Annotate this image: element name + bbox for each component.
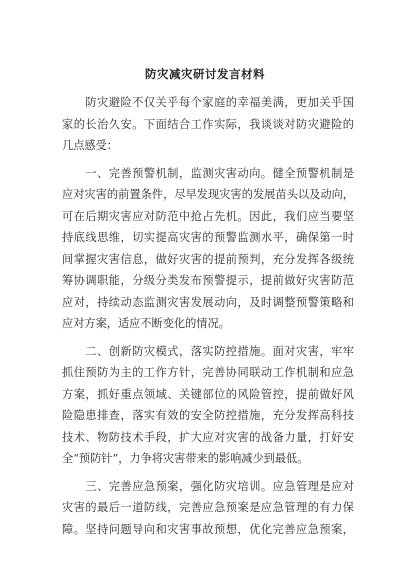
document-title: 防灾减灾研讨发言材料: [145, 67, 265, 81]
paragraph-section-2: [62, 341, 354, 470]
text-line: 筹协调职能，分级分类发布预警提示，提前做好灾害防范: [62, 274, 354, 287]
document-body: [62, 92, 354, 546]
text-line: 家的长治久安。下面结合工作实际，我谈谈对防灾避险的: [62, 117, 354, 131]
text-line: 全“预防针”，力争将灾害带来的影响减少到最低。: [62, 452, 309, 465]
text-line: 抓住预防为主的工作方针，完善协同联动工作机制和应急: [62, 366, 354, 379]
text-line: 方案，抓好重点领域、关键部位的风险管控，提前做好风: [62, 387, 354, 401]
text-line: 一、完善预警机制，监测灾害动向。健全预警机制是: [62, 166, 354, 180]
text-line: 灾害的最后一道防线，完善应急预案是应急管理的有力保: [62, 501, 354, 514]
text-line: 三、完善应急预案，强化防灾培训。应急管理是应对: [62, 479, 354, 493]
text-line: 应对方案，适应不断变化的情况。: [62, 317, 230, 330]
text-line: 间掌握灾害信息，做好灾害的提前预判，充分发挥各级统: [62, 252, 354, 266]
text-line: 持底线思维，切实提高灾害的预警监测水平，确保第一时: [62, 231, 354, 244]
text-line: 防灾避险不仅关乎每个家庭的幸福美满，更加关乎国: [62, 96, 354, 109]
text-line: 几点感受：: [62, 139, 118, 152]
text-line: 应对，持续动态监测灾害发展动向，及时调整预警策略和: [62, 295, 354, 309]
text-line: 二、创新防灾模式，落实防控措施。面对灾害，牢牢: [62, 344, 354, 358]
paragraph-section-3: [62, 476, 354, 541]
text-line: 障。坚持问题导向和灾害事故预想，优化完善应急预案，: [62, 522, 354, 536]
paragraph-intro: [62, 92, 354, 157]
paragraph-section-1: [62, 163, 354, 335]
text-line: 技术、物防技术手段，扩大应对灾害的战备力量，打好安: [62, 430, 354, 444]
text-line: 险隐患排查，落实有效的安全防控措施，充分发挥高科技: [62, 409, 354, 422]
text-line: 应对灾害的前置条件，尽早发现灾害的发展苗头以及动向，: [62, 188, 354, 201]
text-line: 可在后期灾害应对防范中抢占先机。因此，我们应当要坚: [62, 209, 354, 223]
